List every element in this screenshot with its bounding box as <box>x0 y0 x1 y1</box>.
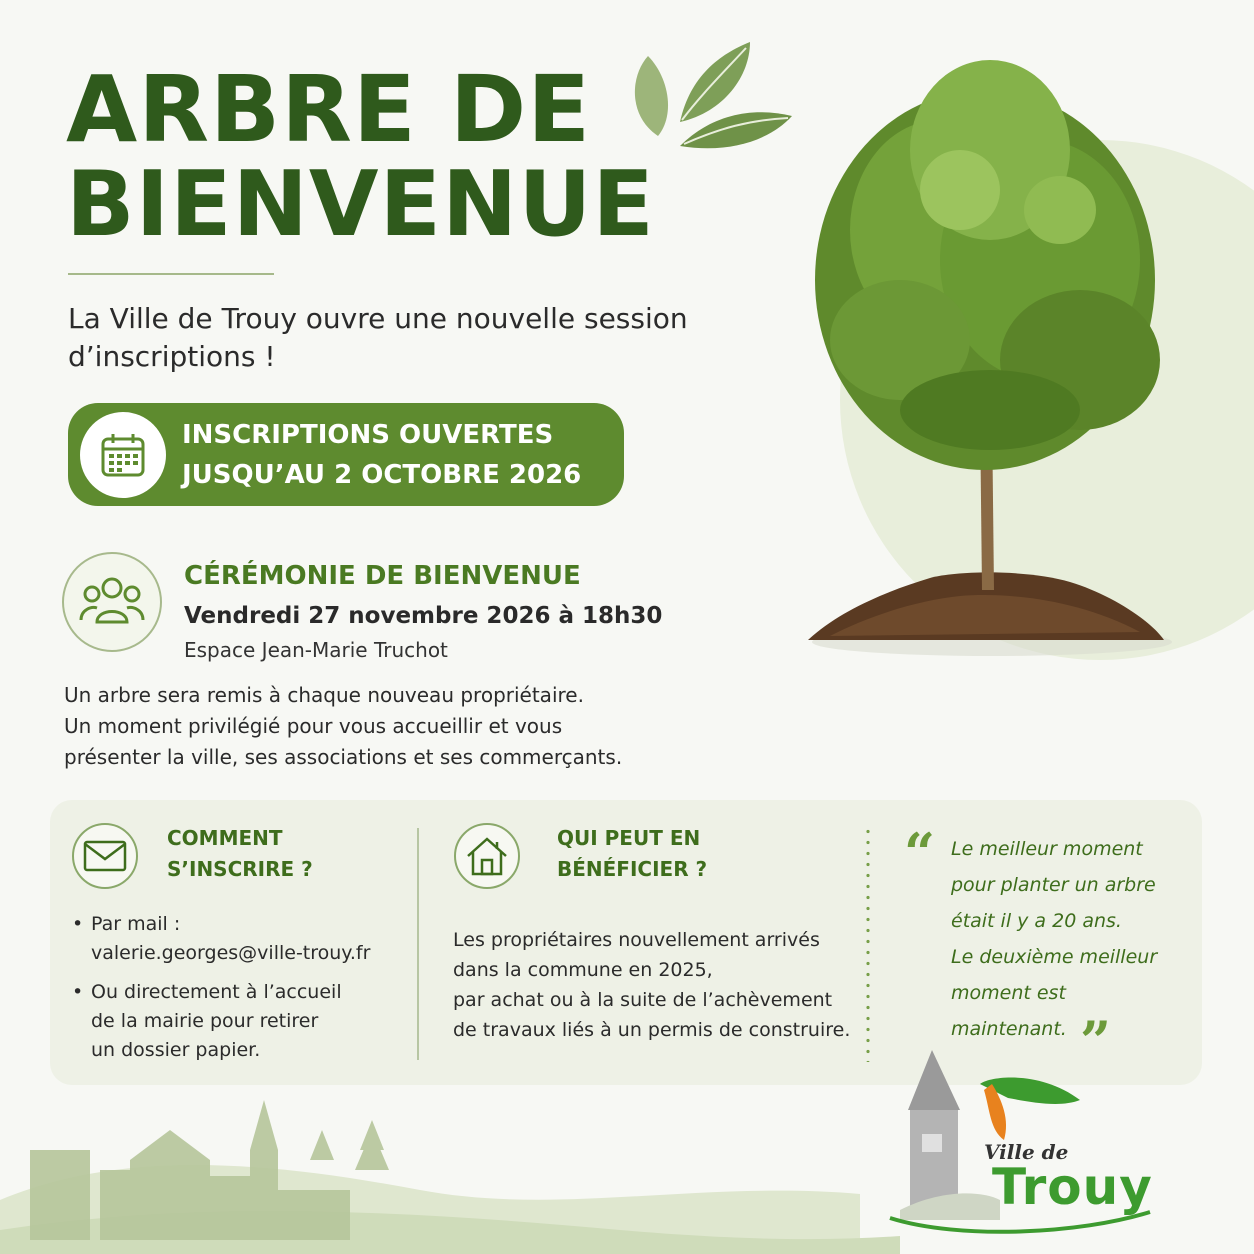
howto-title: COMMENT S’INSCRIRE ? <box>167 826 313 881</box>
envelope-icon <box>83 840 127 872</box>
ceremony-place: Espace Jean-Marie Truchot <box>184 638 448 662</box>
description-line: Un moment privilégié pour vous accueillir et vous <box>64 714 563 738</box>
list-item: • Par mail : valerie.georges@ville-trouy.fr <box>72 910 412 968</box>
description-line: présenter la ville, ses associations et ses commerçants. <box>64 745 623 769</box>
list-item: • Ou directement à l’accueil de la mairie pour retirer un dossier papier. <box>72 978 412 1065</box>
tree-illustration <box>760 30 1210 670</box>
email-link[interactable]: valerie.georges@ville-trouy.fr <box>91 942 371 964</box>
quote-text: Le meilleur moment pour planter un arbre était il y a 20 ans. Le deuxième meilleur moment est maintenant. <box>951 838 1158 1040</box>
logo-text-trouy: Trouy <box>992 1158 1153 1216</box>
inscriptions-line2: JUSQU’AU 2 OCTOBRE 2026 <box>182 460 582 490</box>
howto-list <box>72 910 412 1075</box>
people-icon <box>77 574 147 630</box>
house-icon <box>465 836 509 876</box>
envelope-icon-badge <box>72 823 138 889</box>
calendar-icon <box>98 430 148 480</box>
page-title-line2: BIENVENUE <box>66 152 655 257</box>
inscriptions-line1: INSCRIPTIONS OUVERTES <box>182 420 554 450</box>
description-line: Un arbre sera remis à chaque nouveau propriétaire. <box>64 683 584 707</box>
ceremony-date: Vendredi 27 novembre 2026 à 18h30 <box>184 603 663 629</box>
who-text: Les propriétaires nouvellement arrivés dans la commune en 2025, par achat ou à la suite de l’achèvement de travaux liés à un permis de construire. <box>453 929 851 1041</box>
quote-close-icon: ” <box>1080 1009 1112 1073</box>
logo-text-villede: Ville de <box>984 1140 1069 1164</box>
column-divider <box>417 828 419 1060</box>
who-title: QUI PEUT EN BÉNÉFICIER ? <box>557 826 708 881</box>
calendar-icon-badge <box>80 412 166 498</box>
quote-open-icon: “ <box>904 821 936 885</box>
ceremony-title: CÉRÉMONIE DE BIENVENUE <box>184 561 581 591</box>
page-title-line1: ARBRE DE <box>66 56 592 163</box>
intro-text: La Ville de Trouy ouvre une nouvelle session d’inscriptions ! <box>68 302 688 373</box>
description <box>64 680 684 773</box>
title-divider <box>68 273 274 275</box>
house-icon-badge <box>454 823 520 889</box>
people-icon-badge <box>62 552 162 652</box>
dotted-divider <box>866 826 870 1062</box>
